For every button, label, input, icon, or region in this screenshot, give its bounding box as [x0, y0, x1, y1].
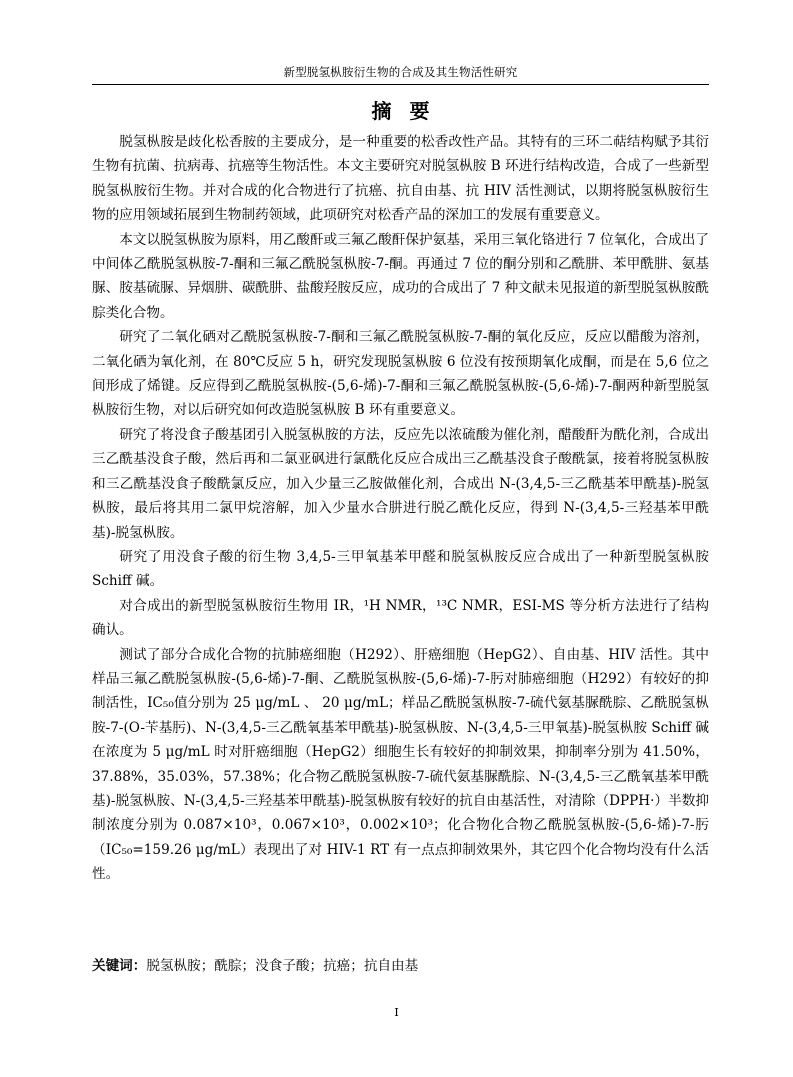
- page-number: I: [394, 1005, 399, 1019]
- header-rule: [92, 84, 709, 85]
- paragraph-3: 研究了二氧化硒对乙酰脱氢枞胺-7-酮和三氟乙酰脱氢枞胺-7-酮的氧化反应，反应以醋酸为溶剂，二氧化硒为氧化剂，在 80℃反应 5 h，研究发现脱氢枞胺 6 位没有按预期氧化成酮，而是在 5,6 位之间形成了烯键。反应得到乙酰脱氢枞胺-(5,6-烯)-7-酮和三氟乙酰脱氢枞胺-(5,6-烯)-7-酮两种新型脱氢枞胺衍生物，对以后研究如何改造脱氢枞胺 B 环有重要意义。: [92, 329, 709, 419]
- paragraph-7: 测试了部分合成化合物的抗肺癌细胞（H292）、肝癌细胞（HepG2）、自由基、HIV 活性。其中样品三氟乙酰脱氢枞胺-(5,6-烯)-7-酮、乙酰脱氢枞胺-(5,6-烯)-7-肟对肺癌细胞（H292）有较好的抑制活性，IC₅₀值分别为 25 μg/mL 、 20 μg/mL；样品乙酰脱氢枞胺-7-硫代氨基脲酰腙、乙酰脱氢枞胺-7-(O-苄基肟)、N-(3,4,5-三乙酰氧基苯甲酰基)-脱氢枞胺、N-(3,4,5-三甲氧基)-脱氢枞胺 Schiff 碱在浓度为 5 μg/mL 时对肝癌细胞（HepG2）细胞生长有较好的抑制效果，抑制率分别为 41.50%，37.88%，35.03%，57.38%；化合物乙酰脱氢枞胺-7-硫代氨基脲酰腙、N-(3,4,5-三乙酰氧基苯甲酰基)-脱氢枞胺、N-(3,4,5-三羟基苯甲酰基)-脱氢枞胺有较好的抗自由基活性，对清除（DPPH·）半数抑制浓度分别为 0.087×10³，0.067×10³，0.002×10³；化合物化合物乙酰脱氢枞胺-(5,6-烯)-7-肟（IC₅₀=159.26 μg/mL）表现出了对 HIV-1 RT 有一点点抑制效果外，其它四个化合物均没有什么活性。: [92, 646, 709, 883]
- running-header: 新型脱氢枞胺衍生物的合成及其生物活性研究: [283, 65, 518, 79]
- abstract-title: 摘要: [371, 99, 448, 123]
- paragraph-1: 脱氢枞胺是歧化松香胺的主要成分，是一种重要的松香改性产品。其特有的三环二萜结构赋予其衍生物有抗菌、抗病毒、抗癌等生物活性。本文主要研究对脱氢枞胺 B 环进行结构改造，合成了一些新型脱氢枞胺衍生物。并对合成的化合物进行了抗癌、抗自由基、抗 HIV 活性测试，以期将脱氢枞胺衍生物的应用领域拓展到生物制药领域，此项研究对松香产品的深加工的发展有重要意义。: [92, 134, 709, 224]
- keywords-label: 关键词：: [92, 958, 147, 974]
- abstract-body: [92, 130, 709, 887]
- paragraph-2: 本文以脱氢枞胺为原料，用乙酸酐或三氟乙酸酐保护氨基，采用三氧化铬进行 7 位氧化，合成出了中间体乙酰脱氢枞胺-7-酮和三氟乙酰脱氢枞胺-7-酮。再通过 7 位的酮分别和乙酰肼、苯甲酰肼、氨基脲、胺基硫脲、异烟肼、碳酰肼、盐酸羟胺反应，成功的合成出了 7 种文献未见报道的新型脱氢枞胺酰腙类化合物。: [92, 231, 709, 321]
- paragraph-6: 对合成出的新型脱氢枞胺衍生物用 IR，¹H NMR，¹³C NMR，ESI-MS 等分析方法进行了结构确认。: [92, 597, 709, 639]
- keywords: [92, 955, 709, 977]
- keywords-value: 脱氢枞胺；酰腙；没食子酸；抗癌；抗自由基: [146, 958, 419, 974]
- paragraph-4: 研究了将没食子酸基团引入脱氢枞胺的方法，反应先以浓硫酸为催化剂，醋酸酐为酰化剂，合成出三乙酰基没食子酸，然后再和二氯亚砜进行氯酰化反应合成出三乙酰基没食子酸酰氯，接着将脱氢枞胺和三乙酰基没食子酸酰氯反应，加入少量三乙胺做催化剂，合成出 N-(3,4,5-三乙酰基苯甲酰基)-脱氢枞胺，最后将其用二氯甲烷溶解，加入少量水合肼进行脱乙酰化反应，得到 N-(3,4,5-三羟基苯甲酰基)-脱氢枞胺。: [92, 426, 709, 541]
- paragraph-5: 研究了用没食子酸的衍生物 3,4,5-三甲氧基苯甲醛和脱氢枞胺反应合成出了一种新型脱氢枞胺 Schiff 碱。: [92, 548, 709, 590]
